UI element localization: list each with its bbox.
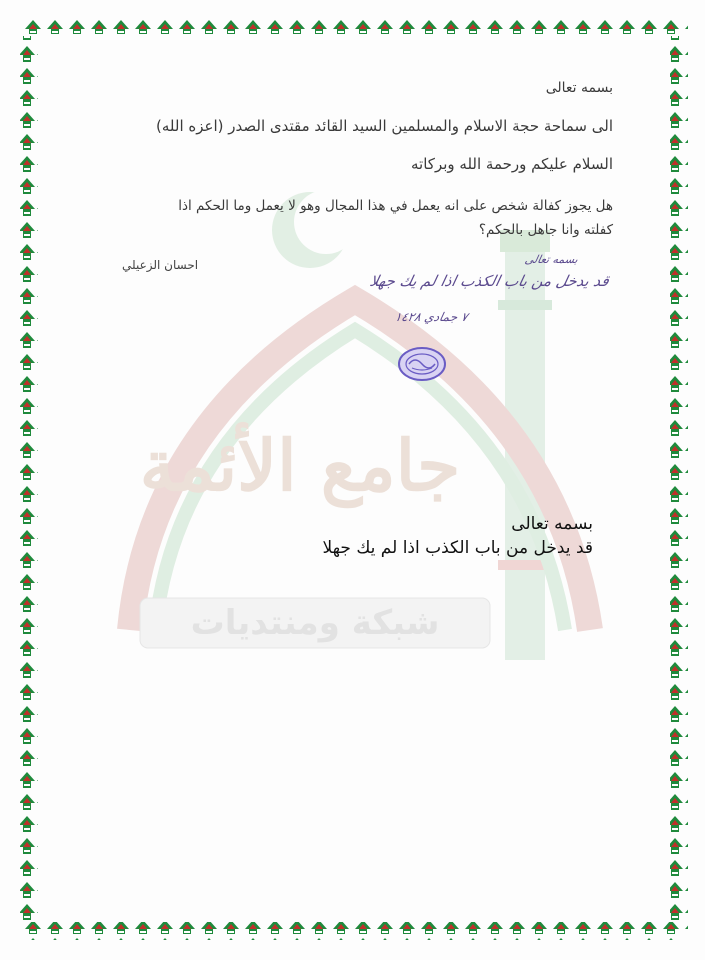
- letter-salutation: السلام عليكم ورحمة الله وبركاته: [411, 155, 613, 173]
- letter-addressee: الى سماحة حجة الاسلام والمسلمين السيد القائد مقتدى الصدر (اعزه الله): [156, 117, 613, 135]
- letter-question: [118, 194, 613, 242]
- official-seal-stamp: [397, 346, 447, 382]
- letter-basmala: بسمه تعالى: [545, 80, 613, 96]
- handwritten-answer: قد يدخل من باب الكذب اذا لم يك جهلا: [368, 272, 611, 290]
- handwritten-date: ٧ جمادي ١٤٢٨: [393, 310, 470, 324]
- question-line-2: كفلته وانا جاهل بالحكم؟: [478, 222, 613, 238]
- question-line-1: هل يجوز كفالة شخص على انه يعمل في هذا المجال وهو لا يعمل وما الحكم اذا: [178, 198, 613, 214]
- watermark-logo-text: جامع الأئمة: [139, 424, 461, 507]
- handwritten-basmala: بسمه تعالى: [523, 253, 580, 266]
- typed-answer-basmala: بسمه تعالى: [511, 514, 593, 534]
- watermark-banner-text: شبكة ومنتديات: [190, 603, 440, 643]
- typed-answer-text: قد يدخل من باب الكذب اذا لم يك جهلا: [322, 538, 593, 558]
- asker-name: احسان الزعيلي: [122, 258, 199, 272]
